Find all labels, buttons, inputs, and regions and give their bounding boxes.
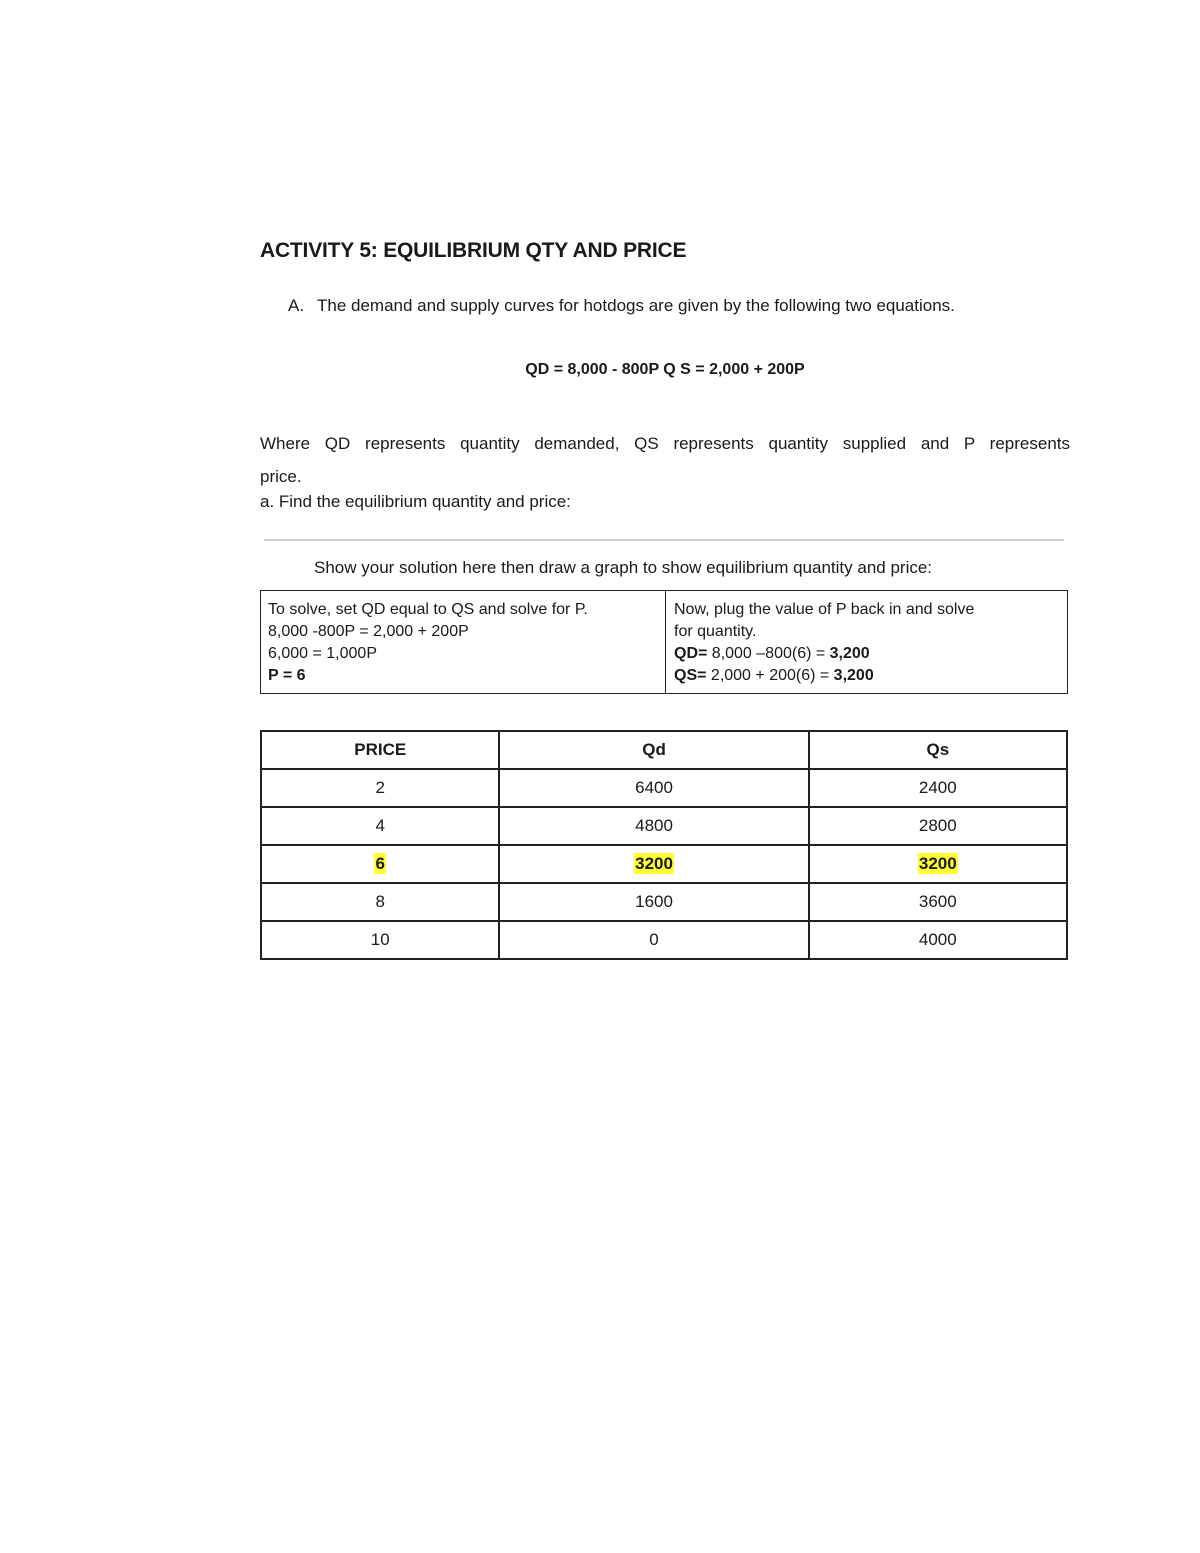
horizontal-divider [264,539,1064,541]
header-price: PRICE [261,731,499,769]
qd-result: 3,200 [829,645,870,662]
price-cell: 8 [261,883,499,921]
equations: QD = 8,000 - 800P Q S = 2,000 + 200P [525,361,805,378]
variable-definitions [260,427,1070,493]
header-qd: Qd [499,731,808,769]
highlighted-qd: 3200 [635,854,673,873]
qs-cell: 2800 [809,807,1067,845]
solution-step-1 [261,591,666,693]
qd-label: QD= [674,645,708,662]
qs-expression: 2,000 + 200(6) = [706,667,834,684]
question-a: a. Find the equilibrium quantity and price: [260,492,571,511]
solution-qs-line [674,665,1061,687]
qs-cell: 2400 [809,769,1067,807]
definitions-line-1: Where QD represents quantity demanded, QS represents quantity supplied and P represents [260,434,1070,453]
price-cell: 2 [261,769,499,807]
qd-cell: 6400 [499,769,808,807]
solution-line: for quantity. [674,623,757,640]
table-header-row [261,731,1067,769]
table-row [261,807,1067,845]
solution-qd-line [674,643,1061,665]
qs-result: 3,200 [833,667,874,684]
header-qs: Qs [809,731,1067,769]
demand-supply-table [260,730,1068,960]
solution-price-result: P = 6 [268,667,306,684]
section-a-intro [288,296,955,316]
solution-line: 8,000 -800P = 2,000 + 200P [268,623,469,640]
activity-title: ACTIVITY 5: EQUILIBRIUM QTY AND PRICE [260,239,687,262]
qd-expression: 8,000 –800(6) = [707,645,830,662]
table-row-equilibrium [261,845,1067,883]
qs-cell: 3600 [809,883,1067,921]
highlighted-price: 6 [375,854,385,873]
solution-line: Now, plug the value of P back in and solve [674,601,975,618]
solution-line: To solve, set QD equal to QS and solve for P. [268,601,588,618]
qs-label: QS= [674,667,707,684]
price-cell [261,845,499,883]
solution-line: 6,000 = 1,000P [268,645,377,662]
price-cell: 10 [261,921,499,959]
price-cell: 4 [261,807,499,845]
qd-cell: 4800 [499,807,808,845]
qd-cell: 1600 [499,883,808,921]
solution-instruction: Show your solution here then draw a graph to show equilibrium quantity and price: [314,558,933,577]
definitions-line-2: price. [260,467,302,486]
section-a-marker: A. [288,296,305,315]
solution-step-2 [666,591,1067,693]
table-row [261,921,1067,959]
qs-cell: 4000 [809,921,1067,959]
qd-cell [499,845,808,883]
table-row [261,883,1067,921]
table-row [261,769,1067,807]
solution-box [260,590,1068,694]
section-a-text: The demand and supply curves for hotdogs are given by the following two equations. [317,296,955,315]
qd-cell: 0 [499,921,808,959]
highlighted-qs: 3200 [918,854,957,873]
qs-cell [809,845,1067,883]
